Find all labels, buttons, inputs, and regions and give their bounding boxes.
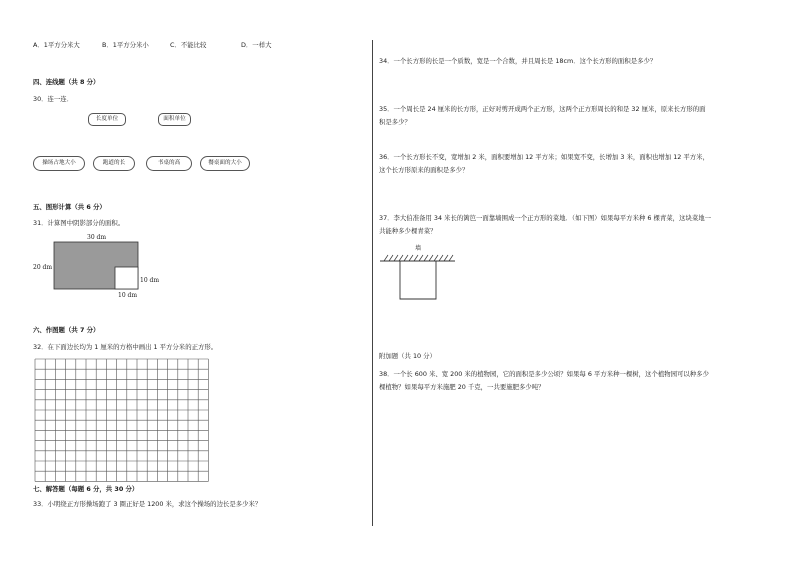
label-10dm-right: 10 dm bbox=[140, 277, 160, 284]
box-area-unit: 面积单位 bbox=[158, 113, 191, 126]
label-30dm: 30 dm bbox=[87, 234, 107, 241]
pill-table-surface: 餐桌面的大小 bbox=[200, 156, 250, 171]
question-34: 34．一个长方形的长是一个质数，宽是一个合数，并且周长是 18cm．这个长方形的面积是多少？ bbox=[379, 57, 657, 65]
label-20dm: 20 dm bbox=[33, 264, 53, 271]
option-c: C．不能比较 bbox=[170, 41, 207, 49]
hatch-mark bbox=[429, 255, 433, 261]
pill-track-length: 跑道的长 bbox=[93, 156, 135, 171]
hatch-mark bbox=[449, 255, 453, 261]
question-31: 31．计算图中阴影部分的面积。 bbox=[33, 219, 125, 227]
option-b: B．1平方分米小 bbox=[102, 41, 149, 49]
hatch-mark bbox=[444, 255, 448, 261]
option-d: D．一样大 bbox=[241, 41, 272, 49]
pill-desk-height: 书桌的高 bbox=[146, 156, 192, 171]
extra-section-title: 附加题（共 10 分） bbox=[379, 352, 436, 360]
label-10dm-bottom: 10 dm bbox=[118, 292, 138, 299]
question-33: 33．小明绕正方形操场跑了 3 圈正好是 1200 米，求这个操场的边长是多少米？ bbox=[33, 500, 262, 508]
hatch-mark bbox=[414, 255, 418, 261]
hatch-mark bbox=[384, 255, 388, 261]
section5-title: 五、图形计算（共 6 分） bbox=[33, 203, 106, 211]
wall-label: 墙 bbox=[415, 245, 422, 252]
hatch-mark bbox=[439, 255, 443, 261]
hatch-mark bbox=[424, 255, 428, 261]
pill-playground-area: 操场占地大小 bbox=[33, 156, 85, 171]
box-length-unit: 长度单位 bbox=[88, 113, 126, 126]
section7-title: 七、解答题（每题 6 分，共 30 分） bbox=[33, 485, 139, 493]
question-32: 32．在下面边长均为 1 厘米的方格中画出 1 平方分米的正方形。 bbox=[33, 343, 218, 351]
question-38: 38．一个长 600 米、宽 200 米的植物园，它的面积是多少公顷？如果每 6 平方米种一棵树，这个植物园可以种多少棵植物？如果每平方米施肥 20 千克，一共要施肥多少吨？ bbox=[379, 370, 709, 391]
hatch-mark bbox=[399, 255, 403, 261]
hatch-mark bbox=[389, 255, 393, 261]
hatch-mark bbox=[419, 255, 423, 261]
hatch-mark bbox=[394, 255, 398, 261]
hatch-mark bbox=[434, 255, 438, 261]
hatch-mark bbox=[409, 255, 413, 261]
wall-hatching bbox=[384, 255, 453, 261]
question-35: 35．一个周长是 24 厘米的长方形，正好对剪开成两个正方形，这两个正方形周长的和是 32 厘米，原来长方形的面积是多少？ bbox=[379, 105, 706, 126]
square-plot bbox=[400, 261, 436, 299]
question-36: 36．一个长方形长不变，宽增加 2 米，面积要增加 12 平方米；如果宽不变，长增加 3 米，面积也增加 12 平方米，这个长方形原来的面积是多少？ bbox=[379, 153, 709, 174]
option-a: A．1平方分米大 bbox=[33, 41, 80, 49]
section4-title: 四、连线题（共 8 分） bbox=[33, 78, 100, 86]
hatch-mark bbox=[404, 255, 408, 261]
question-37: 37．李大伯准备用 34 米长的篱笆一面靠墙围成一个正方形的菜地．（如下图）如果每平方米种 6 棵青菜，这块菜地一共能种多少棵青菜？ bbox=[379, 214, 712, 235]
question-30: 30．连一连． bbox=[33, 95, 74, 103]
section6-title: 六、作图题（共 7 分） bbox=[33, 326, 100, 334]
